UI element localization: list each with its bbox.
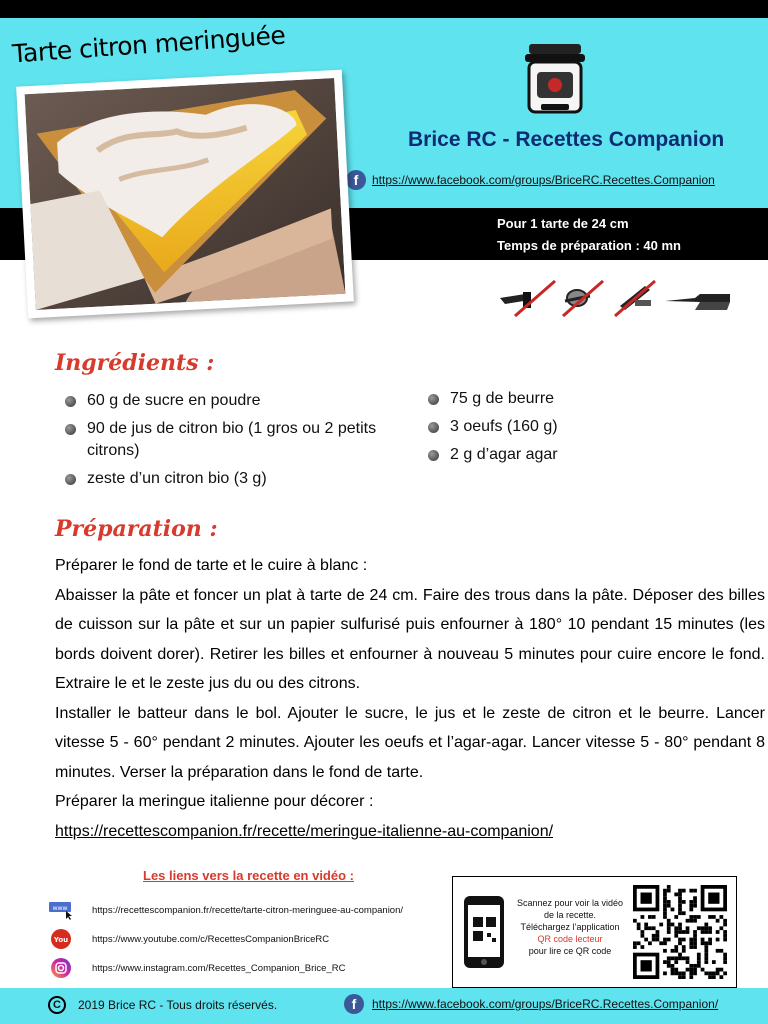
list-item: zeste d’un citron bio (3 g) (63, 468, 383, 490)
prep-paragraph: Préparer la meringue italienne pour décorer : (55, 793, 374, 810)
ingredients-list-left (63, 390, 383, 496)
qr-instructions: Scannez pour voir la vidéo de la recette. Téléchargez l’application QR code lecteur pour lire ce QR code (516, 898, 624, 956)
prep-paragraph: Préparer le fond de tarte et le cuire à blanc : (55, 557, 368, 574)
smartphone-qr-icon (463, 895, 505, 969)
bullet-icon (428, 450, 439, 461)
bullet-icon (65, 396, 76, 407)
youtube-link-row[interactable] (48, 929, 329, 949)
instagram-icon (48, 958, 74, 978)
cooking-robot-icon (515, 40, 595, 120)
list-item: 2 g d’agar agar (426, 444, 726, 466)
instagram-link-row[interactable] (48, 958, 345, 978)
footer-facebook-link[interactable]: https://www.facebook.com/groups/BriceRC.Recettes.Companion/ (372, 997, 719, 1011)
prep-paragraph: Installer le batteur dans le bol. Ajouter le sucre, le jus et le zeste de citron et le beurre. Lancer vitesse 5 - 60° pendant 2 minutes. Ajouter les oeufs et l’agar-agar. Lancer vitesse 5 - 80° pendant 8 minutes. Verser la préparation dans le fond de tarte. (55, 704, 765, 781)
website-link-row[interactable] (48, 900, 403, 920)
qr-code-box (452, 876, 737, 988)
copyright-icon: C (48, 996, 66, 1014)
youtube-icon (48, 929, 74, 949)
kneading-blade-icon (615, 281, 655, 316)
facebook-link-row[interactable] (346, 170, 715, 190)
mixer-blade-icon (665, 294, 730, 310)
recipe-title: Tarte citron meringuée (11, 20, 287, 69)
servings: Pour 1 tarte de 24 cm (497, 216, 629, 231)
bullet-icon (428, 422, 439, 433)
instagram-link[interactable]: https://www.instagram.com/Recettes_Companion_Brice_RC (92, 962, 346, 974)
copyright-text: 2019 Brice RC - Tous droits réservés. (78, 998, 278, 1012)
recipe-meta (497, 213, 681, 257)
facebook-icon: f (344, 994, 364, 1014)
list-item: 75 g de beurre (426, 388, 726, 410)
footer-facebook-row[interactable] (344, 994, 718, 1014)
copyright (48, 996, 277, 1014)
list-item: 90 de jus de citron bio (1 gros ou 2 petits citrons) (63, 418, 383, 462)
recipe-photo (16, 70, 354, 319)
prep-paragraph: Abaisser la pâte et foncer un plat à tarte de 24 cm. Faire des trous dans la pâte. Déposer des billes de cuisson sur la pâte et sur un papier sulfurisé puis enfourner à 180° 10 pendant 15 minutes (les bords doivent dorer). Retirer les billes et enfourner à nouveau 5 minutes pour cuire encore le fond. Extraire le et le zeste jus du ou des citrons. (55, 586, 765, 692)
preparation-title: Préparation : (55, 516, 218, 542)
web-icon (48, 900, 74, 920)
list-item: 3 oeufs (160 g) (426, 416, 726, 438)
preparation-text (55, 551, 765, 846)
website-link[interactable]: https://recettescompanion.fr/recette/tarte-citron-meringuee-au-companion/ (92, 904, 404, 916)
facebook-link[interactable]: https://www.facebook.com/groups/BriceRC.Recettes.Companion (372, 173, 715, 187)
qr-code[interactable] (633, 885, 727, 979)
svg-text:www: www (52, 905, 68, 912)
ingredients-list-right (426, 388, 726, 472)
meringue-recipe-link[interactable]: https://recettescompanion.fr/recette/meringue-italienne-au-companion/ (55, 822, 554, 840)
list-item: 60 g de sucre en poudre (63, 390, 383, 412)
video-links-title: Les liens vers la recette en vidéo : (143, 868, 354, 883)
whisk-icon (563, 281, 603, 316)
brand-name: Brice RC - Recettes Companion (408, 128, 725, 151)
knife-blade-icon (500, 281, 555, 316)
prep-time: Temps de préparation : 40 mn (497, 238, 681, 253)
youtube-link[interactable]: https://www.youtube.com/c/RecettesCompanionBriceRC (92, 933, 330, 945)
facebook-icon: f (346, 170, 366, 190)
top-bar (0, 0, 768, 18)
bullet-icon (428, 394, 439, 405)
accessories (495, 276, 745, 326)
ingredients-title: Ingrédients : (55, 350, 215, 376)
bullet-icon (65, 474, 76, 485)
svg-text:You: You (53, 936, 69, 944)
bullet-icon (65, 424, 76, 435)
